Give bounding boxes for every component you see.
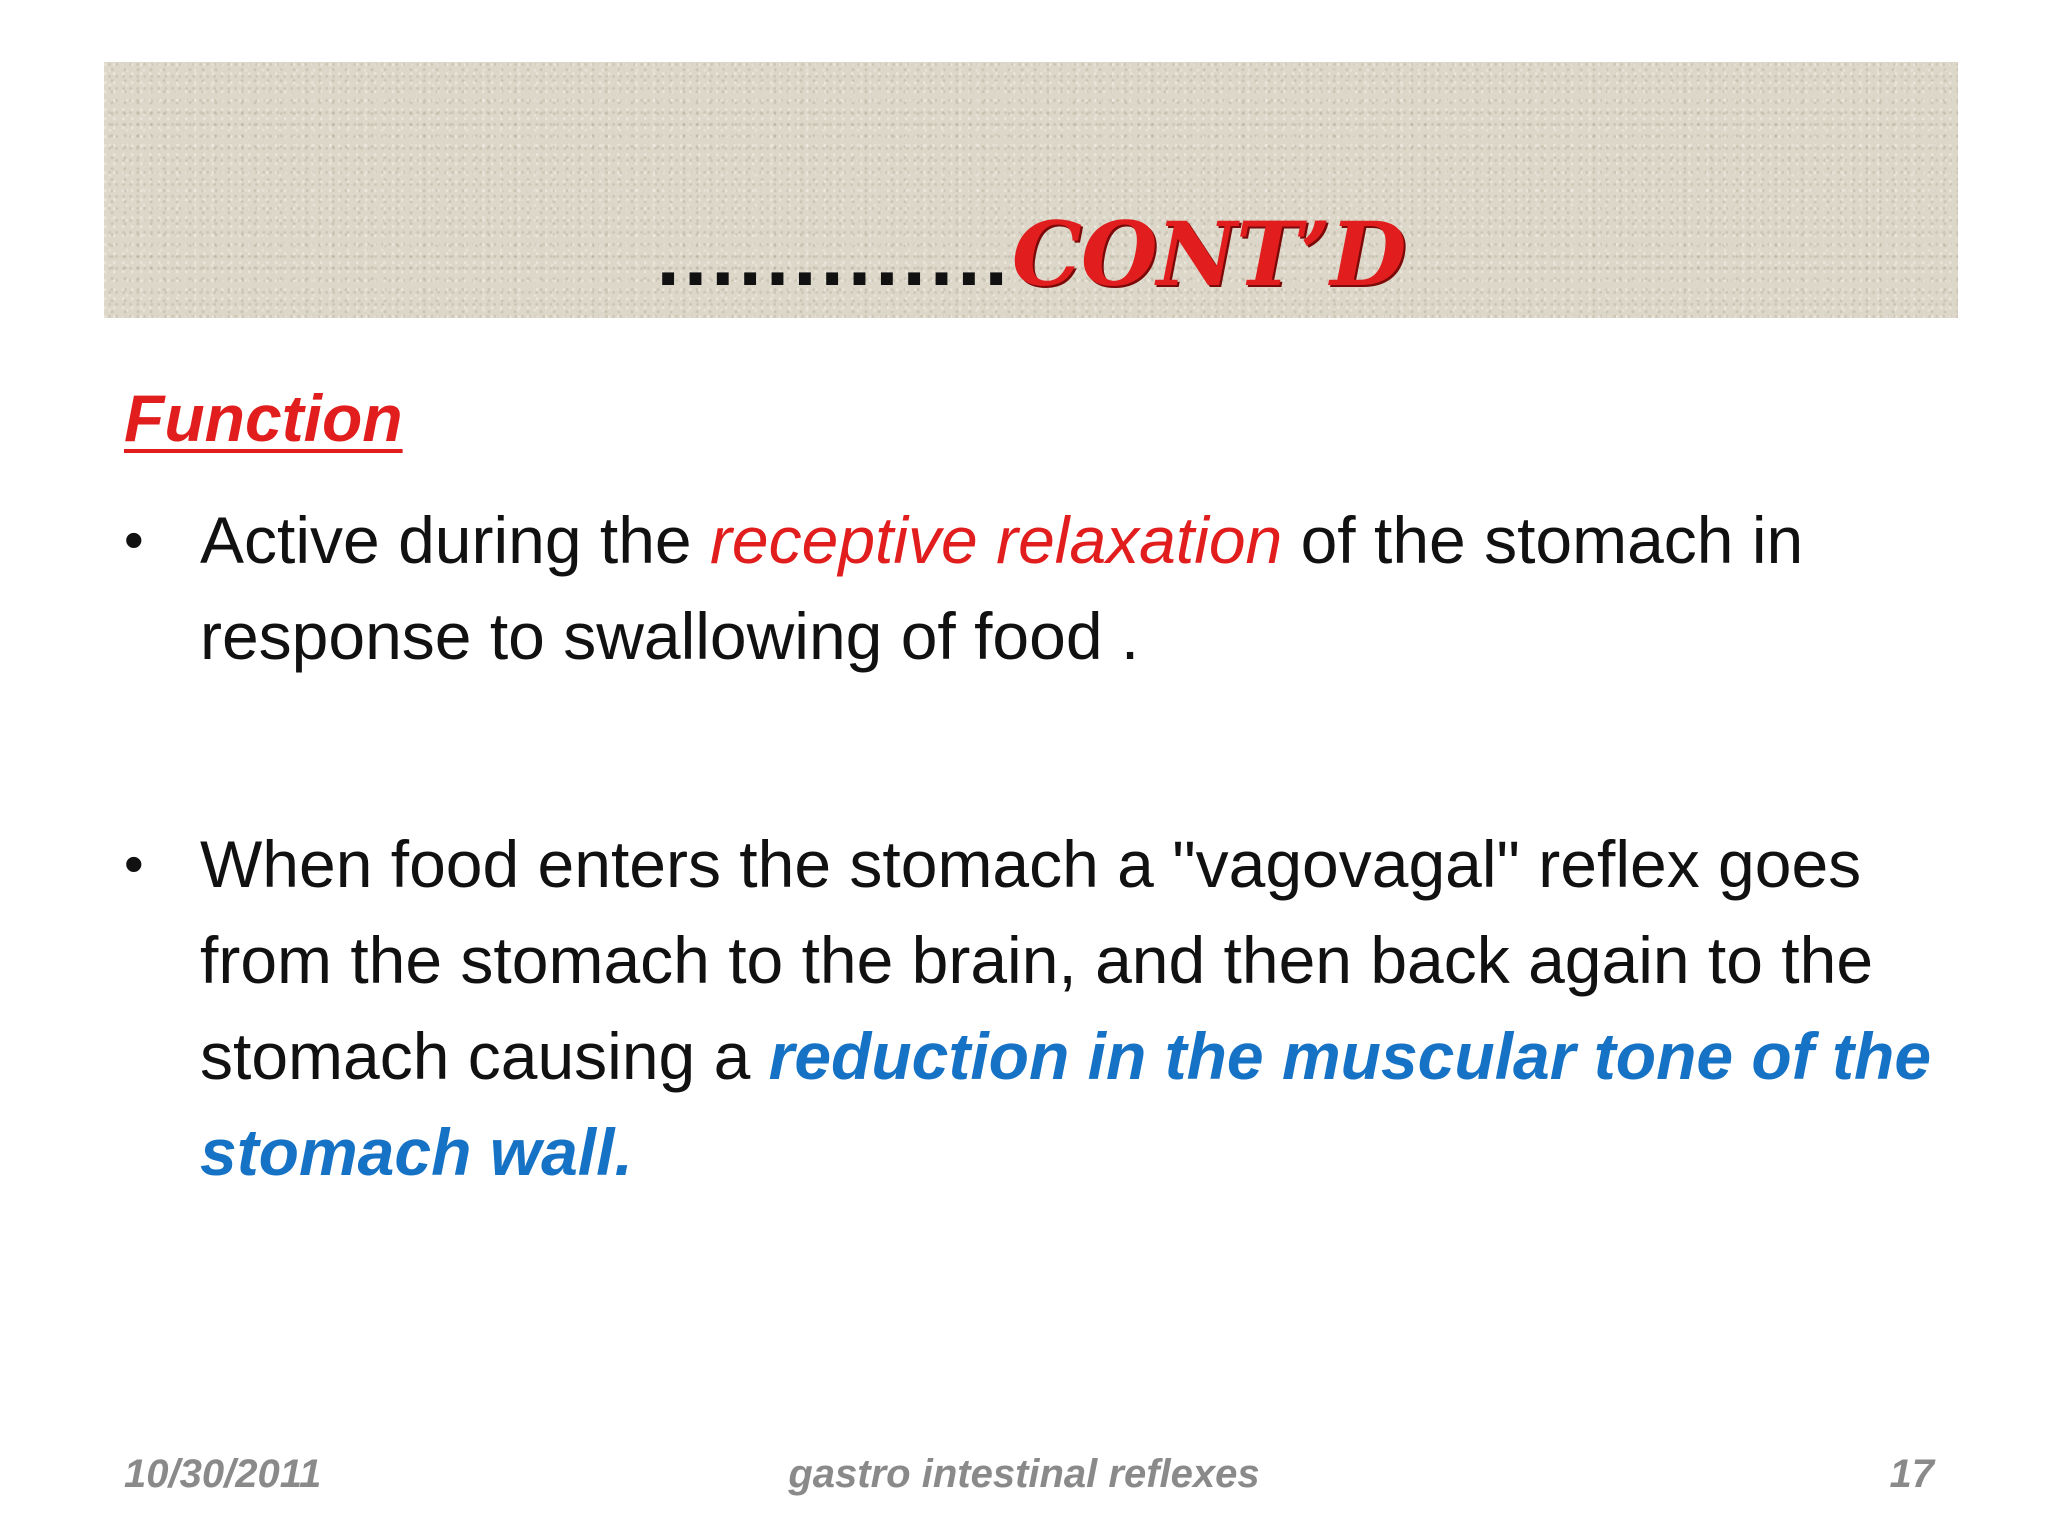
title-dots: ............. xyxy=(656,209,1012,303)
slide-title xyxy=(104,202,1958,306)
title-band xyxy=(104,62,1958,318)
bullet-text xyxy=(200,492,1954,684)
title-word: CONT’D xyxy=(1011,202,1406,306)
section-heading: Function xyxy=(124,381,403,455)
bullet-marker: • xyxy=(124,508,144,571)
footer-title: gastro intestinal reflexes xyxy=(788,1452,1260,1496)
bullet-emphasis: reduction in the muscular tone of the stomach wall. xyxy=(200,1019,1932,1189)
footer-date: 10/30/2011 xyxy=(124,1452,322,1496)
bullet-item xyxy=(124,816,1954,1200)
bullet-text-part: When food enters the stomach a "vagovagal" reflex goes from the stomach to the brain, and then back again to the stomach causing a xyxy=(200,827,1874,1093)
bullet-text-part: Active during the xyxy=(200,503,710,577)
bullet-item xyxy=(124,492,1954,684)
page-number: 17 xyxy=(1889,1452,1934,1496)
bullet-text xyxy=(200,816,1954,1200)
bullet-emphasis: receptive relaxation xyxy=(709,503,1283,577)
bullet-marker: • xyxy=(124,832,144,895)
bullet-text-part: of the stomach in response to swallowing of food . xyxy=(200,503,1804,673)
